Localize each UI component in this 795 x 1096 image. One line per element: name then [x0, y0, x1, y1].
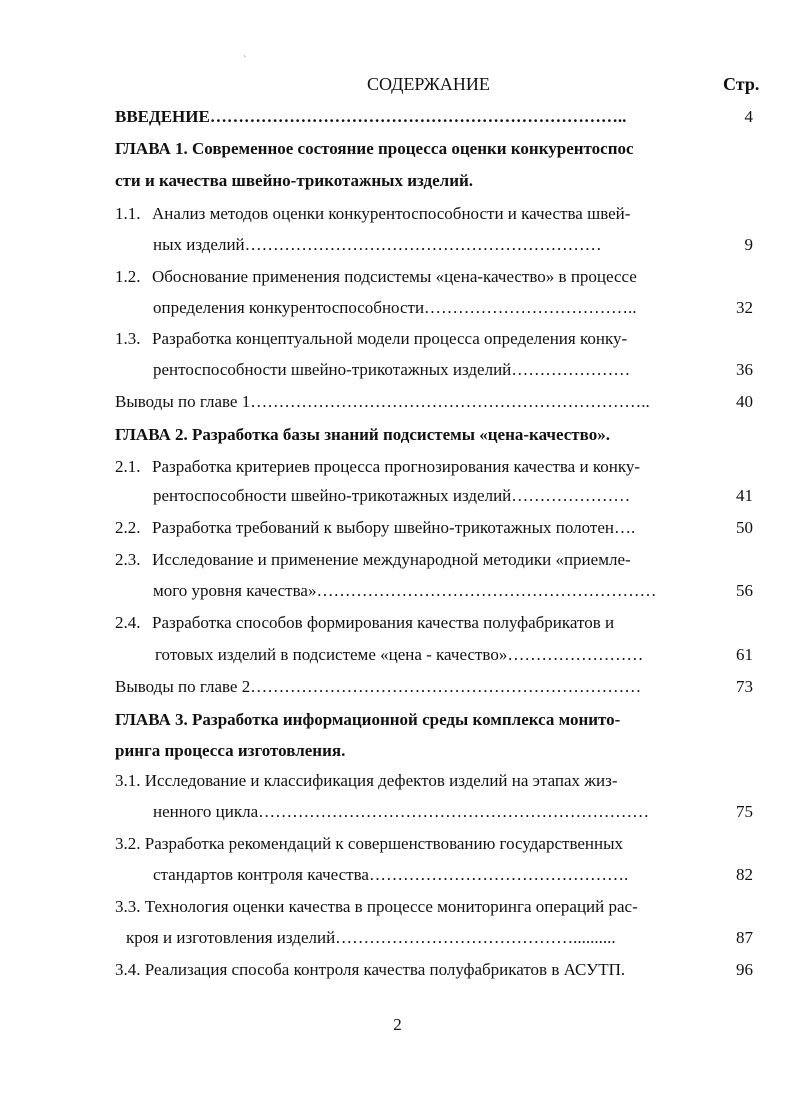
page-ref-2-3: 56	[736, 581, 753, 600]
chapter-3-heading: ГЛАВА 3. Разработка информационной среды комплекса монито-	[115, 710, 621, 729]
page-ref-summary-1: 40	[736, 392, 753, 411]
toc-entry-2-4-cont: готовых изделий в подсистеме «цена - качество»……………………	[155, 645, 644, 664]
section-number: 1.3.	[115, 329, 141, 348]
chapter-2-heading: ГЛАВА 2. Разработка базы знаний подсистемы «цена-качество».	[115, 425, 610, 444]
toc-entry-3-4: 3.4. Реализация способа контроля качества полуфабрикатов в АСУТП.	[115, 960, 626, 979]
page-ref-3-1: 75	[736, 802, 753, 821]
chapter-1-heading: ГЛАВА 1. Современное состояние процесса оценки конкурентоспос	[115, 139, 634, 158]
page-ref-1-3: 36	[736, 360, 753, 379]
section-title: Обоснование применения подсистемы «цена-качество» в процессе	[152, 267, 637, 286]
page-column-header: Стр.	[723, 74, 760, 94]
toc-entry-3-2: 3.2. Разработка рекомендаций к совершенствованию государственных	[115, 834, 624, 853]
section-title: Анализ методов оценки конкурентоспособности и качества швей-	[152, 204, 631, 223]
toc-entry-1-3	[115, 328, 627, 350]
page-ref-1-1: 9	[744, 235, 753, 254]
toc-entry-intro: ВВЕДЕНИЕ………………………………………………………………..	[115, 107, 627, 126]
page-ref-1-2: 32	[736, 298, 753, 317]
section-number: 2.3.	[115, 550, 141, 569]
toc-entry-2-3	[115, 549, 631, 571]
section-title: Разработка критериев процесса прогнозирования качества и конку-	[152, 457, 640, 476]
toc-entry-3-1-cont: ненного цикла……………………………………………………………	[153, 802, 650, 821]
stray-mark: `	[243, 55, 247, 66]
page-ref-intro: 4	[744, 107, 753, 126]
toc-entry-1-2-cont: определения конкурентоспособности………………………………..	[153, 298, 637, 317]
toc-entry-3-3-cont: кроя и изготовления изделий……………………………………..........	[126, 928, 616, 947]
section-number: 1.1.	[115, 204, 141, 223]
section-title: Разработка способов формирования качества полуфабрикатов и	[152, 613, 615, 632]
toc-entry-1-3-cont: рентоспособности швейно-трикотажных изделий…………………	[153, 360, 631, 379]
page-ref-3-4: 96	[736, 960, 753, 979]
toc-entry-3-3: 3.3. Технология оценки качества в процессе мониторинга операций рас-	[115, 897, 638, 916]
section-title: Разработка требований к выбору швейно-трикотажных полотен….	[152, 518, 636, 537]
page-ref-3-3: 87	[736, 928, 753, 947]
toc-entry-3-2-cont: стандартов контроля качества……………………………………….	[153, 865, 629, 884]
page-ref-summary-2: 73	[736, 677, 753, 696]
toc-entry-2-4	[115, 612, 614, 634]
page-ref-2-1: 41	[736, 486, 753, 505]
section-number: 2.1.	[115, 457, 141, 476]
section-number: 2.4.	[115, 613, 141, 632]
toc-entry-2-3-cont: мого уровня качества»……………………………………………………	[153, 581, 657, 600]
section-title: Разработка концептуальной модели процесса определения конку-	[152, 329, 628, 348]
page-ref-2-4: 61	[736, 645, 753, 664]
toc-entry-summary-1: Выводы по главе 1……………………………………………………………..	[115, 392, 650, 411]
toc-entry-1-1	[115, 203, 630, 225]
section-title: Исследование и применение международной методики «приемле-	[152, 550, 631, 569]
toc-entry-2-1-cont: рентоспособности швейно-трикотажных изделий…………………	[153, 486, 631, 505]
toc-entry-summary-2: Выводы по главе 2……………………………………………………………	[115, 677, 642, 696]
page-ref-2-2: 50	[736, 518, 753, 537]
chapter-3-heading-cont: ринга процесса изготовления.	[115, 741, 346, 760]
toc-entry-3-1: 3.1. Исследование и классификация дефектов изделий на этапах жиз-	[115, 771, 618, 790]
page-number: 2	[393, 1015, 402, 1034]
chapter-1-heading-cont: сти и качества швейно-трикотажных изделий.	[115, 171, 474, 190]
page-ref-3-2: 82	[736, 865, 753, 884]
toc-entry-2-2	[115, 517, 635, 539]
section-number: 1.2.	[115, 267, 141, 286]
toc-title: СОДЕРЖАНИЕ	[367, 74, 490, 94]
toc-entry-2-1	[115, 456, 640, 478]
toc-entry-1-1-cont: ных изделий………………………………………………………	[153, 235, 602, 254]
toc-entry-1-2	[115, 266, 637, 288]
section-number: 2.2.	[115, 518, 141, 537]
